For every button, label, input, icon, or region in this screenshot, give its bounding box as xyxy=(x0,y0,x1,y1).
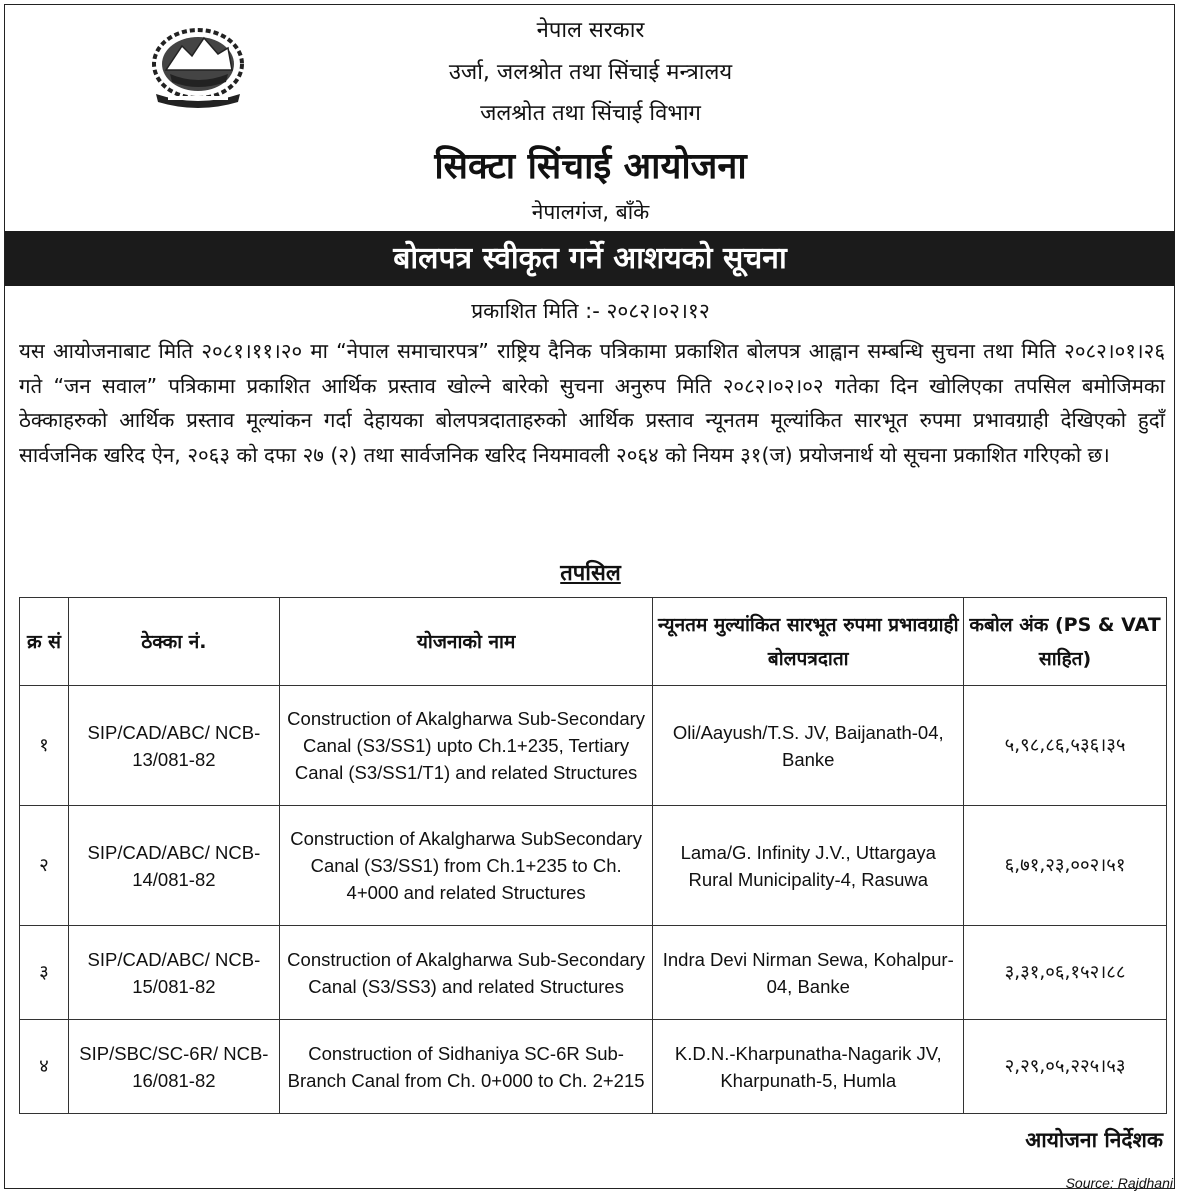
government-name: नेपाल सरकार xyxy=(536,18,645,43)
row-project-name: Construction of Akalgharwa Sub-Secondary Canal (S3/SS3) and related Structures xyxy=(279,926,653,1020)
row-bidder: Oli/Aayush/T.S. JV, Baijanath-04, Banke xyxy=(653,686,964,806)
row-sn: २ xyxy=(20,806,69,926)
ministry-name: उर्जा, जलश्रोत तथा सिंचाई मन्त्रालय xyxy=(448,60,733,85)
notice-title-banner: बोलपत्र स्वीकृत गर्ने आशयको सूचना xyxy=(5,231,1175,286)
row-contract-no: SIP/CAD/ABC/ NCB-13/081-82 xyxy=(68,686,279,806)
department-name: जलश्रोत तथा सिंचाई विभाग xyxy=(480,101,701,126)
row-contract-no: SIP/CAD/ABC/ NCB-15/081-82 xyxy=(68,926,279,1020)
row-amount: २,२९,०५,२२५।५३ xyxy=(964,1020,1167,1114)
notice-body-text: यस आयोजनाबाट मिति २०८१।११।२० मा “नेपाल समाचारपत्र” राष्ट्रिय दैनिक पत्रिकामा प्रकाशित बोलपत्र आह्वान सम्बन्धि सुचना तथा मिति २०८२।०१।२६ गते “जन सवाल” पत्रिकामा प्रकाशित आर्थिक प्रस्ताव खोल्ने बारेको सुचना अनुरुप मिति २०८२।०२।०२ गतेका दिन खोलिएका तपसिल बमोजिमका ठेक्काहरुको आर्थिक प्रस्ताव मूल्यांकन गर्दा देहायका बोलपत्रदाताहरुको आर्थिक प्रस्ताव न्यूनतम मूल्यांकित सारभूत रुपमा प्रभावग्राही देखिएको हुदाँ सार्वजनिक खरिद ऐन, २०६३ को दफा २७ (२) तथा सार्वजनिक खरिद नियमावली २०६४ को नियम ३१(ज) प्रयोजनार्थ यो सूचना प्रकाशित गरिएको छ। xyxy=(19,339,1165,467)
row-sn: ३ xyxy=(20,926,69,1020)
table-row xyxy=(20,686,1167,806)
project-title: सिक्टा सिंचाई आयोजना xyxy=(434,146,747,187)
header-contract-no: ठेक्का नं. xyxy=(68,598,279,686)
bid-table xyxy=(19,597,1167,1114)
row-amount: ३,३१,०६,१५२।८८ xyxy=(964,926,1167,1020)
table-row xyxy=(20,806,1167,926)
signature-title: आयोजना निर्देशक xyxy=(1025,1128,1163,1152)
source-credit: Source: Rajdhani xyxy=(1065,1175,1173,1191)
header-project-name: योजनाको नाम xyxy=(279,598,653,686)
header-amount: कबोल अंक (PS & VAT साहित) xyxy=(964,598,1167,686)
table-row xyxy=(20,1020,1167,1114)
row-bidder: Lama/G. Infinity J.V., Uttargaya Rural Municipality-4, Rasuwa xyxy=(653,806,964,926)
table-heading: तपसिल xyxy=(560,561,621,586)
table-row xyxy=(20,926,1167,1020)
row-contract-no: SIP/SBC/SC-6R/ NCB-16/081-82 xyxy=(68,1020,279,1114)
row-amount: ६,७१,२३,००२।५१ xyxy=(964,806,1167,926)
row-sn: १ xyxy=(20,686,69,806)
table-header-row xyxy=(20,598,1167,686)
project-location: नेपालगंज, बाँके xyxy=(531,200,650,224)
row-bidder: K.D.N.-Kharpunatha-Nagarik JV, Kharpunath-5, Humla xyxy=(653,1020,964,1114)
row-project-name: Construction of Akalgharwa SubSecondary Canal (S3/SS1) from Ch.1+235 to Ch. 4+000 and related Structures xyxy=(279,806,653,926)
published-date: प्रकाशित मिति :- २०८२।०२।१२ xyxy=(471,299,710,323)
row-bidder: Indra Devi Nirman Sewa, Kohalpur-04, Banke xyxy=(653,926,964,1020)
row-amount: ५,९८,८६,५३६।३५ xyxy=(964,686,1167,806)
row-sn: ४ xyxy=(20,1020,69,1114)
row-project-name: Construction of Akalgharwa Sub-Secondary Canal (S3/SS1) upto Ch.1+235, Tertiary Canal (S3/SS1/T1) and related Structures xyxy=(279,686,653,806)
row-contract-no: SIP/CAD/ABC/ NCB-14/081-82 xyxy=(68,806,279,926)
header-sn: क्र सं xyxy=(20,598,69,686)
row-project-name: Construction of Sidhaniya SC-6R Sub-Branch Canal from Ch. 0+000 to Ch. 2+215 xyxy=(279,1020,653,1114)
header-bidder: न्यूनतम मुल्यांकित सारभूत रुपमा प्रभावग्राही बोलपत्रदाता xyxy=(653,598,964,686)
